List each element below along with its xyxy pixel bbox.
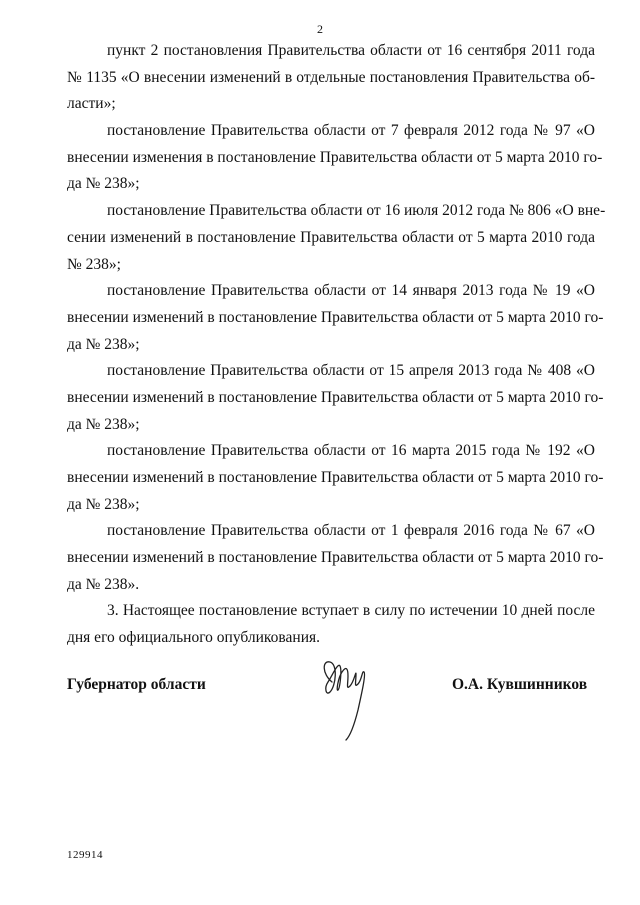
text-line: да № 238»; xyxy=(67,415,140,433)
text-line: № 1135 «О внесении изменений в отдельные постановления Правительства об- xyxy=(67,68,595,86)
paragraph xyxy=(67,598,595,651)
text-line: сении изменений в постановление Правительства области от 5 марта 2010 года xyxy=(67,228,595,246)
text-line: внесении изменений в постановление Правительства области от 5 марта 2010 го- xyxy=(67,388,604,406)
text-line: дня его официального опубликования. xyxy=(67,629,321,647)
text-line: внесении изменений в постановление Правительства области от 5 марта 2010 го- xyxy=(67,469,604,486)
text-line: да № 238». xyxy=(67,575,140,593)
text-line: да № 238»; xyxy=(67,175,140,193)
paragraph xyxy=(67,38,595,118)
text-line: да № 238»; xyxy=(67,335,140,353)
registration-number: 129914 xyxy=(67,849,103,861)
page-number: 2 xyxy=(317,22,323,36)
paragraph xyxy=(67,118,603,198)
paragraph xyxy=(67,358,604,438)
text-line: постановление Правительства области от 16 марта 2015 года № 192 «О xyxy=(107,442,595,460)
text-line: пункт 2 постановления Правительства области от 16 сентября 2011 года xyxy=(107,42,595,59)
text-line: постановление Правительства области от 7 февраля 2012 года № 97 «О xyxy=(107,122,595,140)
text-line: внесении изменения в постановление Правительства области от 5 марта 2010 го- xyxy=(67,148,603,166)
text-line: постановление Правительства области от 1 февраля 2016 года № 67 «О xyxy=(107,522,595,540)
document-body xyxy=(67,38,606,652)
text-line: внесении изменений в постановление Правительства области от 5 марта 2010 го- xyxy=(67,549,604,567)
text-line: постановление Правительства области от 15 апреля 2013 года № 408 «О xyxy=(107,362,595,380)
text-line: постановление Правительства области от 16 июля 2012 года № 806 «О вне- xyxy=(107,202,606,220)
signatory-title: Губернатор области xyxy=(67,676,206,693)
text-line: ласти»; xyxy=(67,95,116,113)
text-line: да № 238»; xyxy=(67,495,140,513)
handwritten-signature-icon xyxy=(318,652,378,744)
paragraph xyxy=(67,198,606,278)
paragraph xyxy=(67,438,604,518)
text-line: № 238»; xyxy=(67,255,121,273)
paragraph xyxy=(67,278,604,358)
paragraph xyxy=(67,518,604,598)
text-line: внесении изменений в постановление Правительства области от 5 марта 2010 го- xyxy=(67,308,604,326)
text-line: 3. Настоящее постановление вступает в силу по истечении 10 дней после xyxy=(107,602,595,620)
signatory-name: О.А. Кувшинников xyxy=(452,676,588,693)
text-line: постановление Правительства области от 14 января 2013 года № 19 «О xyxy=(107,282,595,300)
